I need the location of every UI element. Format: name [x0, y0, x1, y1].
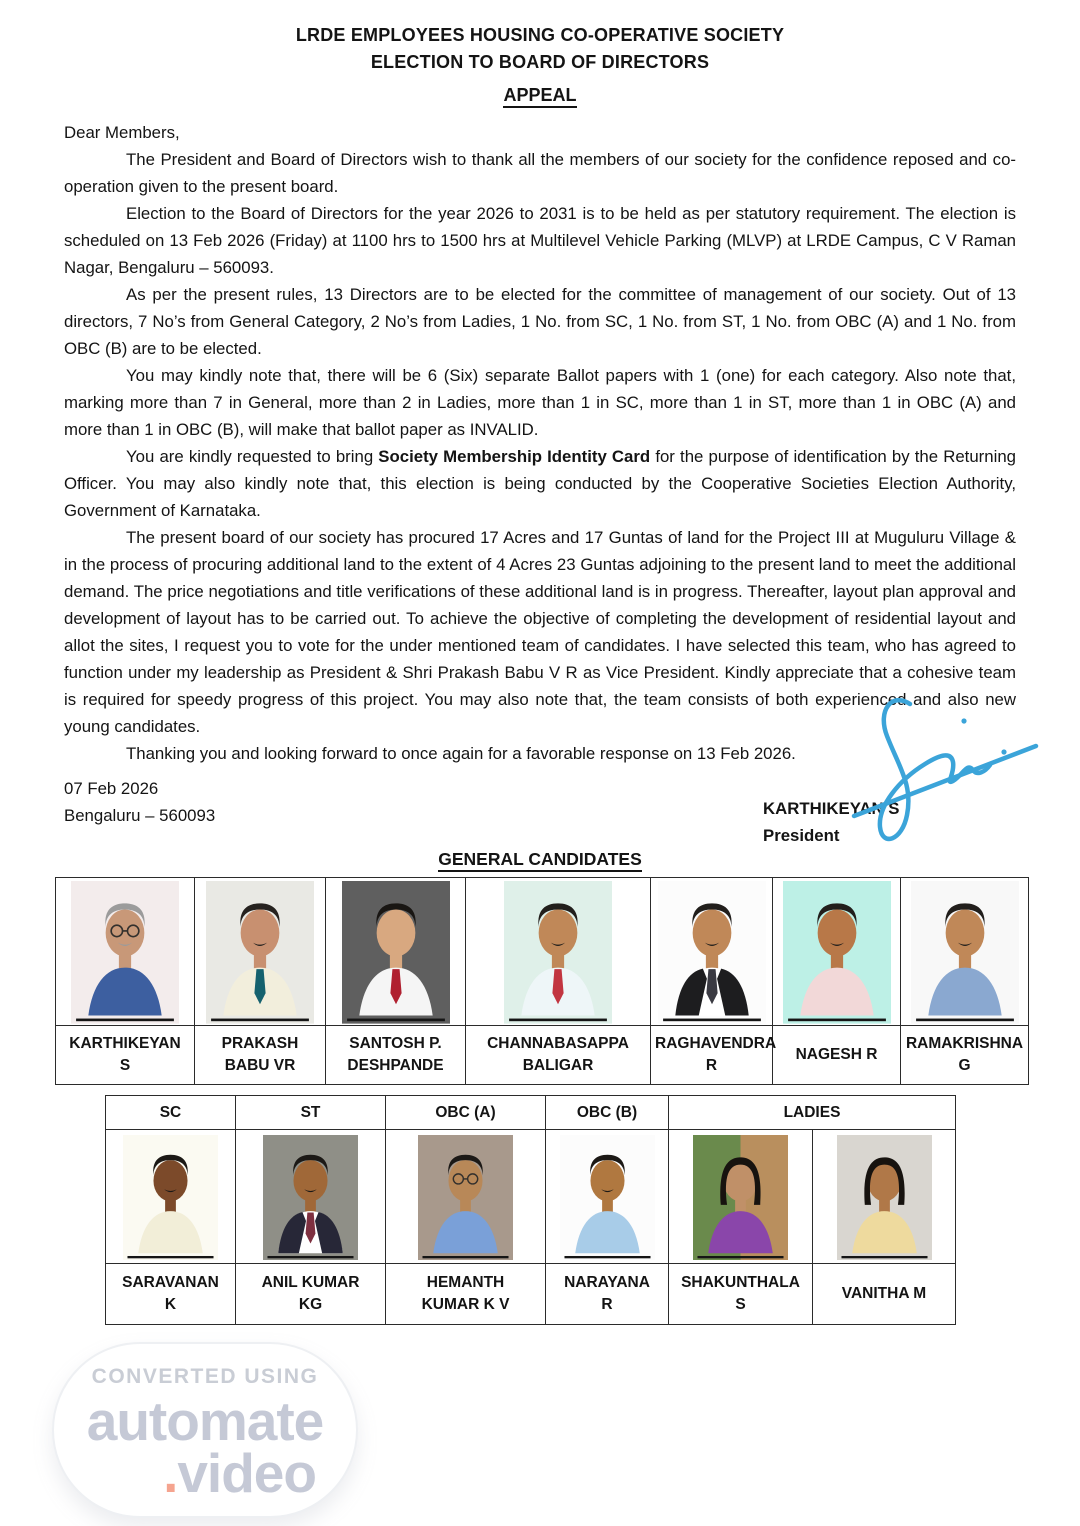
candidate-name — [546, 1264, 669, 1325]
candidate-photo — [651, 878, 773, 1026]
candidate-name-text: HEMANTH — [426, 1274, 505, 1292]
signer-name: KARTHIKEYAN S — [763, 799, 900, 818]
candidate-name-text: BABU VR — [224, 1057, 296, 1074]
candidate-photo — [546, 1130, 669, 1264]
watermark-caption: CONVERTED USING — [91, 1365, 319, 1388]
person-photo-icon — [783, 881, 891, 1024]
candidate-name-text: PRAKASH — [221, 1035, 299, 1053]
emphasized-text: Society Membership Identity Card — [378, 447, 651, 466]
candidate-name-text: RAGHAVENDRA — [655, 1035, 777, 1053]
candidate-photo — [901, 878, 1029, 1026]
person-photo-icon — [418, 1135, 513, 1260]
watermark-suffix-text: video — [177, 1442, 316, 1504]
candidate-name — [901, 1026, 1029, 1085]
candidate-name — [773, 1026, 901, 1085]
candidate-name-text: K — [164, 1296, 177, 1313]
person-photo-icon — [263, 1135, 358, 1260]
candidate-name-text: RAMAKRISHNA — [905, 1035, 1024, 1053]
candidate-name-text: CHANNABASAPPA — [487, 1035, 629, 1053]
candidate-name-text: ANIL KUMAR — [261, 1274, 360, 1292]
salutation: Dear Members, — [64, 123, 180, 142]
letter-paragraph — [64, 362, 1016, 443]
document-title-line2: ELECTION TO BOARD OF DIRECTORS — [370, 52, 710, 72]
category-name-row — [106, 1264, 956, 1325]
category-header-text: SC — [159, 1103, 182, 1121]
candidate-name-text: DESHPANDE — [347, 1057, 444, 1074]
candidate-name-text: SANTOSH P. — [349, 1035, 442, 1053]
date-place-block — [64, 775, 215, 829]
candidate-photo — [813, 1130, 956, 1264]
person-photo-icon — [123, 1135, 218, 1260]
category-header-text: OBC (A) — [435, 1103, 496, 1121]
person-photo-icon — [342, 881, 450, 1024]
candidate-photo — [195, 878, 326, 1026]
place-line: Bengaluru – 560093 — [64, 806, 216, 825]
candidate-name — [651, 1026, 777, 1085]
person-photo-icon — [206, 881, 314, 1024]
candidate-name-text: BALIGAR — [522, 1057, 594, 1074]
candidate-name-text: SHAKUNTHALA — [681, 1274, 800, 1292]
paragraph-text: for the purpose of identification by the Returning Officer. You may also kindly note that, this election is being conducted by the Cooperative Societies Election Authority, Government of Karnataka. — [64, 447, 1016, 520]
category-header-obc-b — [546, 1096, 669, 1130]
category-photo-row — [106, 1130, 956, 1264]
category-header-text: OBC (B) — [576, 1103, 638, 1121]
candidate-photo — [106, 1130, 236, 1264]
category-header-text: LADIES — [783, 1103, 841, 1121]
candidate-name-text: NAGESH R — [795, 1046, 878, 1064]
category-header-row — [106, 1096, 956, 1130]
letter-paragraph — [64, 740, 1016, 767]
letter-paragraph — [64, 200, 1016, 281]
watermark-dot: . — [163, 1442, 178, 1504]
candidate-name-text: KUMAR K V — [421, 1296, 510, 1313]
candidate-photo — [669, 1130, 813, 1264]
paragraph-text: Election to the Board of Directors for the year 2026 to 2031 is to be held as per statutory requirement. The election is scheduled on 13 Feb 2026 (Friday) at 1100 hrs to 1500 hrs at Multilevel Vehicle Parking (MLVP) at LRDE Campus, C V Raman Nagar, Bengaluru – 560093. — [64, 204, 1016, 277]
letter-paragraph — [64, 524, 1016, 740]
general-candidates-table — [55, 877, 1029, 1085]
candidate-name-text: R — [705, 1057, 718, 1074]
candidate-photo — [466, 878, 651, 1026]
candidate-photo — [773, 878, 901, 1026]
candidate-name-text: R — [601, 1296, 613, 1313]
signer-title: President — [763, 826, 840, 845]
candidate-name-text: VANITHA M — [841, 1285, 927, 1303]
candidate-name-text: KARTHIKEYAN — [69, 1035, 181, 1053]
paragraph-text: The President and Board of Directors wish to thank all the members of our society for the confidence reposed and co-operation given to the present board. — [64, 150, 1016, 196]
person-photo-icon — [504, 881, 612, 1024]
paragraph-text: As per the present rules, 13 Directors are to be elected for the committee of management of our society. Out of 13 directors, 7 No’s from General Category, 2 No’s from Ladies, 1 No. from SC, 1 No. from ST, 1 No. from OBC (A) and 1 No. from OBC (B) are to be elected. — [64, 285, 1016, 358]
person-photo-icon — [658, 881, 766, 1024]
candidate-name — [813, 1264, 956, 1325]
candidate-name — [326, 1026, 466, 1085]
watermark-badge — [52, 1342, 358, 1518]
paragraph-text: The present board of our society has procured 17 Acres and 17 Guntas of land for the Project III at Muguluru Village & in the process of procuring additional land to the extent of 4 Acres 23 Guntas adjoining to the present land to meet the additional demand. The price negotiations and title verifications of these additional land is in progress. Thereafter, layout plan approval and development of layout has to be carried out. To achieve the objective of completing the development of residential layout and allot the sites, I request you to vote for the under mentioned team of candidates. I have selected this team, who has agreed to function under my leadership as President & Shri Prakash Babu V R as Vice President. Kindly appreciate that a cohesive team is required for speedy progress of this project. You may also note that, the team consists of both experienced and also new young candidates. — [64, 528, 1016, 736]
document-title-line1: LRDE EMPLOYEES HOUSING CO-OPERATIVE SOCIETY — [295, 25, 785, 45]
candidate-name — [56, 1026, 195, 1085]
candidate-name — [195, 1026, 326, 1085]
candidate-name — [466, 1026, 651, 1085]
person-photo-icon — [71, 881, 179, 1024]
category-header-ladies — [669, 1096, 956, 1130]
letter-paragraph — [64, 146, 1016, 200]
watermark-brand: automate — [86, 1390, 324, 1452]
date-line: 07 Feb 2026 — [64, 779, 159, 798]
candidate-name — [386, 1264, 546, 1325]
person-photo-icon — [911, 881, 1019, 1024]
candidate-photo — [386, 1130, 546, 1264]
candidate-name-text: SARAVANAN — [122, 1274, 219, 1292]
category-header-obc-a — [386, 1096, 546, 1130]
paragraph-text: You are kindly requested to bring — [126, 447, 379, 466]
paragraph-text: Thanking you and looking forward to once again for a favorable response on 13 Feb 2026. — [126, 744, 796, 763]
candidate-name-text: S — [735, 1296, 746, 1313]
candidate-name-text: S — [119, 1057, 131, 1074]
candidate-name — [669, 1264, 813, 1325]
signature-block — [64, 775, 1016, 847]
candidate-name — [106, 1264, 236, 1325]
person-photo-icon — [560, 1135, 655, 1260]
letter-paragraph — [64, 443, 1016, 524]
candidate-name-text: G — [958, 1057, 971, 1074]
candidate-photo — [326, 878, 466, 1026]
category-header-sc — [106, 1096, 236, 1130]
category-candidates-table — [105, 1095, 956, 1325]
section-title: GENERAL CANDIDATES — [438, 849, 642, 872]
candidate-name-text: NARAYANA — [564, 1274, 650, 1292]
candidate-photo — [236, 1130, 386, 1264]
signer-block — [763, 795, 899, 849]
section-title-wrap — [64, 849, 1016, 870]
candidate-name-text: KG — [298, 1296, 323, 1313]
appeal-heading-wrap — [64, 85, 1016, 106]
category-header-text: ST — [300, 1103, 321, 1121]
appeal-heading: APPEAL — [503, 85, 576, 108]
candidate-name — [236, 1264, 386, 1325]
paragraph-text: You may kindly note that, there will be 6 (Six) separate Ballot papers with 1 (one) for each category. Also note that, marking more than 7 in General, more than 2 in Ladies, more than 1 in SC, more than 1 in ST, more than 1 in OBC (A) and more than 1 in OBC (B), will make that ballot paper as INVALID. — [64, 366, 1016, 439]
person-photo-icon — [837, 1135, 932, 1260]
category-header-st — [236, 1096, 386, 1130]
general-name-row — [56, 1026, 1029, 1085]
letter-paragraph — [64, 281, 1016, 362]
person-photo-icon — [693, 1135, 788, 1260]
general-photo-row — [56, 878, 1029, 1026]
candidate-photo — [56, 878, 195, 1026]
watermark-brand-suffix — [54, 1442, 356, 1504]
letter-body — [64, 146, 1016, 767]
